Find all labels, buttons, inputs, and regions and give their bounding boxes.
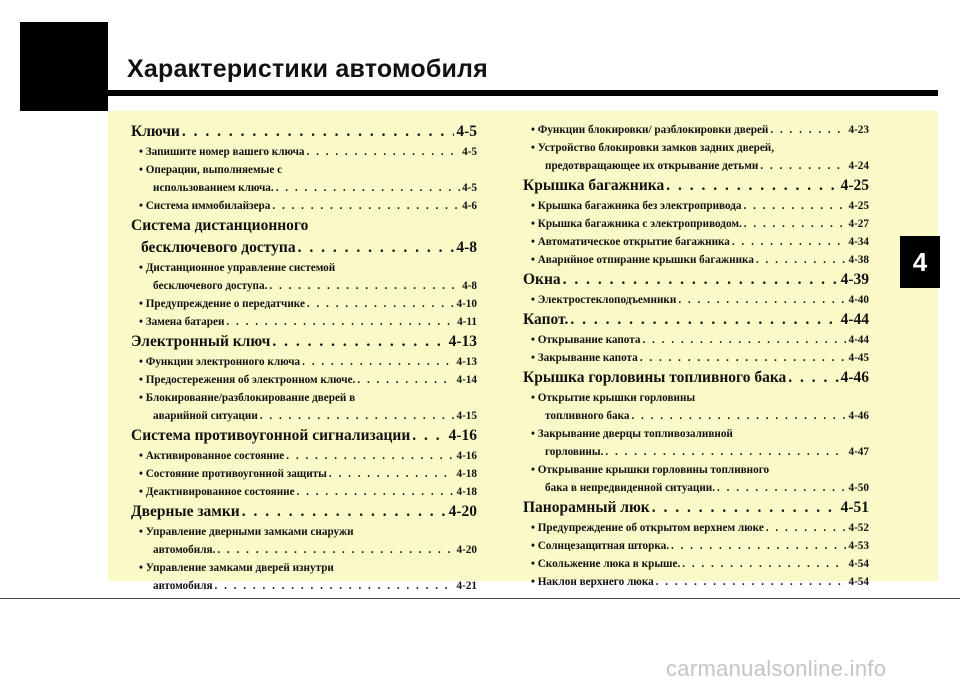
dot-leader	[570, 309, 838, 331]
toc-entry-label: • Предупреждение о передатчике	[139, 298, 305, 310]
toc-page-number: 4-52	[848, 522, 869, 534]
toc-subentry[interactable]	[131, 179, 477, 197]
dot-leader	[276, 179, 460, 197]
toc-page-number: 4-44	[848, 334, 869, 346]
chapter-number: 4	[912, 246, 928, 277]
dot-leader	[182, 121, 454, 143]
toc-section-heading[interactable]	[131, 237, 477, 259]
toc-section-heading[interactable]: Система дистанционного	[131, 217, 309, 234]
toc-subentry[interactable]	[523, 555, 869, 573]
toc-entry-label: • Функции электронного ключа	[139, 356, 301, 368]
dot-leader	[744, 197, 847, 215]
dot-leader	[756, 251, 847, 269]
toc-section-heading[interactable]	[523, 367, 869, 389]
toc-entry-label: Ключи	[131, 123, 180, 140]
toc-subentry[interactable]: • Управление замками дверей изнутри	[139, 562, 334, 574]
toc-entry-label: • Открывание капота	[531, 334, 641, 346]
toc-page-number: 4-18	[456, 486, 477, 498]
toc-subentry[interactable]	[131, 447, 477, 465]
toc-subentry[interactable]	[523, 291, 869, 309]
toc-subentry[interactable]	[523, 157, 869, 175]
toc-subentry[interactable]: • Устройство блокировки замков задних дверей,	[531, 142, 775, 154]
dot-leader	[302, 353, 454, 371]
dot-leader	[563, 269, 839, 291]
toc-subentry[interactable]	[131, 295, 477, 313]
dot-leader	[652, 497, 839, 519]
dot-leader	[357, 371, 454, 389]
toc-subentry[interactable]: • Управление дверными замками снаружи	[139, 526, 354, 538]
toc-page-number: 4-25	[840, 177, 869, 194]
dot-leader	[671, 537, 846, 555]
dot-leader	[298, 237, 455, 259]
dot-leader	[307, 143, 461, 161]
dot-leader	[272, 331, 446, 353]
toc-page-number: 4-16	[456, 450, 477, 462]
dot-leader	[242, 501, 447, 523]
toc-entry-label: Электронный ключ	[131, 333, 271, 350]
dot-leader	[297, 483, 455, 501]
toc-subentry[interactable]	[131, 371, 477, 389]
toc-page-number: 4-6	[462, 200, 477, 212]
toc-subentry[interactable]	[131, 353, 477, 371]
toc-page-number: 4-13	[448, 333, 477, 350]
dot-leader	[770, 121, 846, 139]
toc-entry-label: • Система иммобилайзера	[139, 200, 271, 212]
toc-entry-label: • Запишите номер вашего ключа	[139, 146, 305, 158]
toc-subentry[interactable]	[523, 197, 869, 215]
toc-section-heading[interactable]	[523, 497, 869, 519]
toc-page-number: 4-24	[848, 160, 869, 172]
toc-entry-label: Система противоугонной сигнализации	[131, 427, 411, 444]
toc-page-number: 4-54	[848, 576, 869, 588]
chapter-tab[interactable]	[900, 236, 940, 288]
toc-entry-label: Окна	[523, 271, 561, 288]
toc-page-number: 4-25	[848, 200, 869, 212]
dot-leader	[215, 577, 455, 595]
toc-subentry[interactable]	[523, 349, 869, 367]
toc-entry-label: предотвращающее их открывание детьми	[545, 160, 759, 172]
toc-subentry[interactable]	[523, 121, 869, 139]
toc-page-number: 4-20	[448, 503, 477, 520]
dot-leader	[717, 479, 846, 497]
toc-subentry[interactable]: • Открывание крышки горловины топливного	[531, 464, 770, 476]
toc-entry-label: • Электростеклоподъемники	[531, 294, 677, 306]
toc-entry-label: Капот.	[523, 311, 569, 328]
toc-entry-label: • Автоматическое открытие багажника	[531, 236, 730, 248]
toc-entry-label: • Крышка багажника с электроприводом.	[531, 218, 742, 230]
toc-subentry[interactable]: • Закрывание дверцы топливозаливной	[531, 428, 733, 440]
toc-page-number: 4-46	[840, 369, 869, 386]
toc-subentry[interactable]	[131, 407, 477, 425]
toc-subentry[interactable]: • Дистанционное управление системой	[139, 262, 336, 274]
dot-leader	[329, 465, 455, 483]
toc-section-heading[interactable]	[523, 269, 869, 291]
toc-entry-label: Крышка багажника	[523, 177, 665, 194]
toc-section-heading[interactable]	[523, 309, 869, 331]
toc-page-number: 4-53	[848, 540, 869, 552]
toc-subentry[interactable]	[131, 197, 477, 215]
dot-leader	[217, 541, 454, 559]
dot-leader	[732, 233, 847, 251]
dot-leader	[788, 367, 838, 389]
dot-leader	[640, 349, 847, 367]
dot-leader	[744, 215, 847, 233]
dot-leader	[307, 295, 455, 313]
toc-entry-label: топливного бака	[545, 410, 630, 422]
toc-subentry[interactable]	[523, 407, 869, 425]
dot-leader	[605, 443, 846, 461]
toc-subentry[interactable]	[523, 573, 869, 591]
toc-subentry[interactable]	[523, 519, 869, 537]
dot-leader	[642, 331, 846, 349]
toc-entry-label: автомобиля.	[153, 544, 216, 556]
toc-entry-label: • Скольжение люка в крыше.	[531, 558, 681, 570]
dot-leader	[412, 425, 446, 447]
toc-entry-label: • Деактивированное состояние	[139, 486, 295, 498]
toc-page-number: 4-20	[456, 544, 477, 556]
toc-page-number: 4-46	[848, 410, 869, 422]
dot-leader	[760, 157, 846, 175]
toc-entry-label: • Крышка багажника без электропривода	[531, 200, 742, 212]
toc-subentry[interactable]	[131, 277, 477, 295]
toc-subentry[interactable]: • Открытие крышки горловины	[531, 392, 696, 404]
toc-page-number: 4-45	[848, 352, 869, 364]
dot-leader	[682, 555, 846, 573]
watermark: carmanualsonline.info	[666, 656, 887, 681]
toc-section-heading[interactable]	[523, 175, 869, 197]
toc-page-number: 4-15	[456, 410, 477, 422]
toc-subentry[interactable]	[131, 143, 477, 161]
toc-page-number: 4-23	[848, 124, 869, 136]
dot-leader	[656, 573, 847, 591]
toc-subentry[interactable]	[131, 313, 477, 331]
dot-leader	[260, 407, 455, 425]
toc-page-number: 4-40	[848, 294, 869, 306]
dot-leader	[766, 519, 847, 537]
toc-left-column	[131, 121, 477, 595]
toc-entry-label: • Наклон верхнего люка	[531, 576, 654, 588]
toc-entry-label: • Предупреждение об открытом верхнем люке	[531, 522, 764, 534]
toc-section-heading[interactable]	[131, 501, 477, 523]
toc-entry-label: • Активированное состояние	[139, 450, 285, 462]
toc-entry-label: • Солнцезащитная шторка.	[531, 540, 670, 552]
toc-subentry[interactable]	[523, 251, 869, 269]
dot-leader	[272, 197, 460, 215]
toc-entry-label: автомобиля	[153, 580, 213, 592]
toc-entry-label: • Аварийное отпирание крышки багажника	[531, 254, 754, 266]
toc-subentry[interactable]	[131, 465, 477, 483]
toc-subentry[interactable]	[131, 541, 477, 559]
toc-page-number: 4-8	[462, 280, 477, 292]
dot-leader	[678, 291, 846, 309]
toc-entry-label: • Функции блокировки/ разблокировки дверей	[531, 124, 769, 136]
toc-subentry[interactable]	[523, 443, 869, 461]
toc-subentry[interactable]	[523, 215, 869, 233]
toc-page-number: 4-44	[840, 311, 869, 328]
title-underline	[108, 90, 938, 96]
dot-leader	[286, 447, 454, 465]
toc-page-number: 4-27	[848, 218, 869, 230]
toc-section-heading[interactable]	[131, 331, 477, 353]
toc-entry-label: • Предостережения об электронном ключе.	[139, 374, 356, 386]
toc-page-number: 4-54	[848, 558, 869, 570]
toc-entry-label: • Состояние противоугонной защиты	[139, 468, 327, 480]
toc-page-number: 4-21	[456, 580, 477, 592]
toc-entry-label: Крышка горловины топливного бака	[523, 369, 787, 386]
toc-subentry[interactable]	[131, 577, 477, 595]
toc-page-number: 4-39	[840, 271, 869, 288]
bottom-divider	[0, 598, 960, 599]
toc-page-number: 4-10	[456, 298, 477, 310]
toc-entry-label: • Закрывание капота	[531, 352, 638, 364]
toc-entry-label: горловины.	[545, 446, 604, 458]
toc-entry-label: Дверные замки	[131, 503, 240, 520]
toc-page-number: 4-50	[848, 482, 869, 494]
corner-black-block	[20, 22, 108, 111]
toc-subentry[interactable]: • Блокирование/разблокирование дверей в	[139, 392, 356, 404]
toc-page-number: 4-5	[462, 146, 477, 158]
toc-entry-label: • Замена батареи	[139, 316, 225, 328]
toc-subentry[interactable]	[523, 233, 869, 251]
toc-entry-label: Панорамный люк	[523, 499, 650, 516]
dot-leader	[269, 277, 460, 295]
toc-entry-label: аварийной ситуации	[153, 410, 258, 422]
toc-page-number: 4-18	[456, 468, 477, 480]
toc-page-number: 4-5	[456, 123, 477, 140]
toc-entry-label: использованием ключа.	[153, 182, 274, 194]
toc-page-number: 4-47	[848, 446, 869, 458]
toc-page-number: 4-38	[848, 254, 869, 266]
toc-subentry[interactable]	[523, 479, 869, 497]
toc-page-number: 4-34	[848, 236, 869, 248]
toc-page-number: 4-11	[457, 316, 477, 328]
toc-page-number: 4-51	[840, 499, 869, 516]
toc-subentry[interactable]	[523, 537, 869, 555]
dot-leader	[631, 407, 846, 425]
toc-subentry[interactable]	[523, 331, 869, 349]
dot-leader	[666, 175, 838, 197]
toc-section-heading[interactable]	[131, 425, 477, 447]
toc-page-number: 4-16	[448, 427, 477, 444]
toc-subentry[interactable]: • Операции, выполняемые с	[139, 164, 283, 176]
page-title: Характеристики автомобиля	[127, 55, 488, 83]
toc-section-heading[interactable]	[131, 121, 477, 143]
toc-entry-label: бесключевого доступа	[141, 239, 296, 256]
dot-leader	[226, 313, 455, 331]
toc-page-number: 4-14	[456, 374, 477, 386]
toc-page-number: 4-13	[456, 356, 477, 368]
toc-page-number: 4-8	[456, 239, 477, 256]
toc-right-column	[523, 121, 869, 591]
toc-entry-label: бака в непредвиденной ситуации.	[545, 482, 716, 494]
toc-entry-label: бесключевого доступа.	[153, 280, 268, 292]
toc-page-number: 4-5	[462, 182, 477, 194]
toc-subentry[interactable]	[131, 483, 477, 501]
